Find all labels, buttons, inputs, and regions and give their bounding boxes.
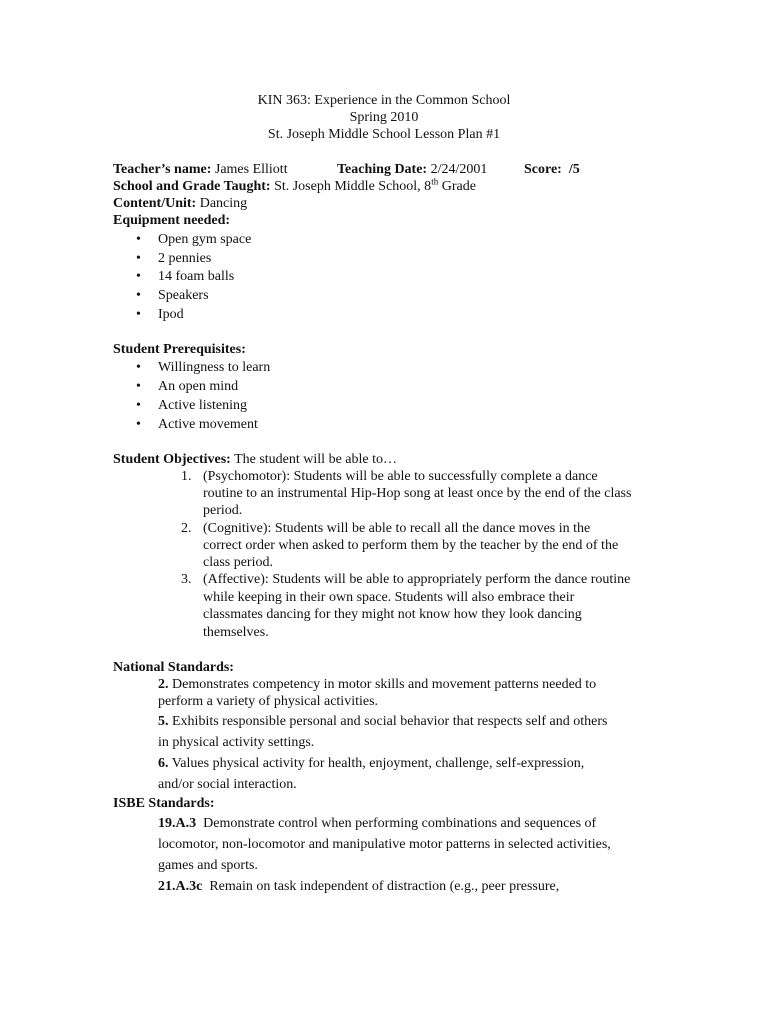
school-line [113,178,476,196]
standard-number: 6. [158,756,169,771]
standard-line: locomotor, non-locomotor and manipulative motor patterns in selected activities, [158,837,611,852]
content-label: Content/Unit: [113,196,197,211]
standard-code: 21.A.3c [158,879,203,894]
score-line [524,161,580,179]
standard-line: 5. Exhibits responsible personal and social behavior that respects self and others [158,714,608,729]
school-value: St. Joseph Middle School, 8 [274,179,432,194]
date-line [337,161,487,179]
objective-line: routine to an instrumental Hip-Hop song at least once by the end of the class [203,486,632,501]
doc-subtitle: St. Joseph Middle School Lesson Plan #1 [267,127,501,142]
bullet-icon: • [136,398,141,413]
content-line [113,195,247,213]
objective-line: class period. [203,555,273,570]
content-value: Dancing [199,196,248,211]
standard-line: games and sports. [158,858,258,873]
standard-line: 6. Values physical activity for health, enjoyment, challenge, self-expression, [158,756,585,771]
bullet-icon: • [136,288,141,303]
objectives-heading [113,451,397,469]
score-label: Score: [524,162,562,177]
standard-line: in physical activity settings. [158,735,315,750]
objectives-intro: The student will be able to… [234,452,397,467]
standard-code: 19.A.3 [158,816,197,831]
objectives-label: Student Objectives: [113,452,231,467]
list-item: Open gym space [158,232,252,247]
bullet-icon: • [136,360,141,375]
bullet-icon: • [136,417,141,432]
national-standards-heading: National Standards: [113,660,234,675]
objective-line: themselves. [203,625,269,640]
objective-line: period. [203,503,243,518]
list-item: Speakers [158,288,209,303]
isbe-standards-heading: ISBE Standards: [113,796,215,811]
standard-line: 19.A.3 Demonstrate control when performing combinations and sequences of [158,816,597,831]
list-item: Ipod [158,307,184,322]
standard-number: 5. [158,714,169,729]
objective-line: (Psychomotor): Students will be able to successfully complete a dance [203,469,598,484]
list-item: Active listening [158,398,248,413]
objective-number: 2. [181,521,192,536]
objective-line: while keeping in their own space. Students will also embrace their [203,590,575,605]
bullet-icon: • [136,379,141,394]
standard-line: perform a variety of physical activities. [158,694,379,709]
school-grade: Grade [441,179,476,194]
equipment-heading: Equipment needed: [113,213,231,228]
standard-line: 21.A.3c Remain on task independent of distraction (e.g., peer pressure, [158,879,560,894]
teacher-name: James Elliott [214,162,288,177]
list-item: An open mind [158,379,239,394]
standard-number: 2. [158,677,169,692]
prerequisites-heading: Student Prerequisites: [113,342,246,357]
date-value: 2/24/2001 [430,162,488,177]
standard-line: and/or social interaction. [158,777,297,792]
objective-number: 3. [181,572,192,587]
doc-title: KIN 363: Experience in the Common School [257,93,511,108]
objective-line: correct order when asked to perform them by the teacher by the end of the [203,538,619,553]
teacher-label: Teacher’s name: [113,162,212,177]
grade-superscript: th [431,176,439,187]
score-value: /5 [568,162,580,177]
bullet-icon: • [136,269,141,284]
bullet-icon: • [136,232,141,247]
bullet-icon: • [136,251,141,266]
list-item: Active movement [158,417,258,432]
teacher-line [113,161,288,179]
school-label: School and Grade Taught: [113,179,271,194]
objective-line: (Affective): Students will be able to appropriately perform the dance routine [203,572,631,587]
bullet-icon: • [136,307,141,322]
list-item: 14 foam balls [158,269,235,284]
standard-line: 2. Demonstrates competency in motor skills and movement patterns needed to [158,677,597,692]
objective-line: classmates dancing for they might not know how they look dancing [203,607,582,622]
list-item: 2 pennies [158,251,212,266]
doc-term: Spring 2010 [349,110,419,125]
objective-line: (Cognitive): Students will be able to recall all the dance moves in the [203,521,591,536]
objective-number: 1. [181,469,192,484]
list-item: Willingness to learn [158,360,271,375]
date-label: Teaching Date: [337,162,428,177]
